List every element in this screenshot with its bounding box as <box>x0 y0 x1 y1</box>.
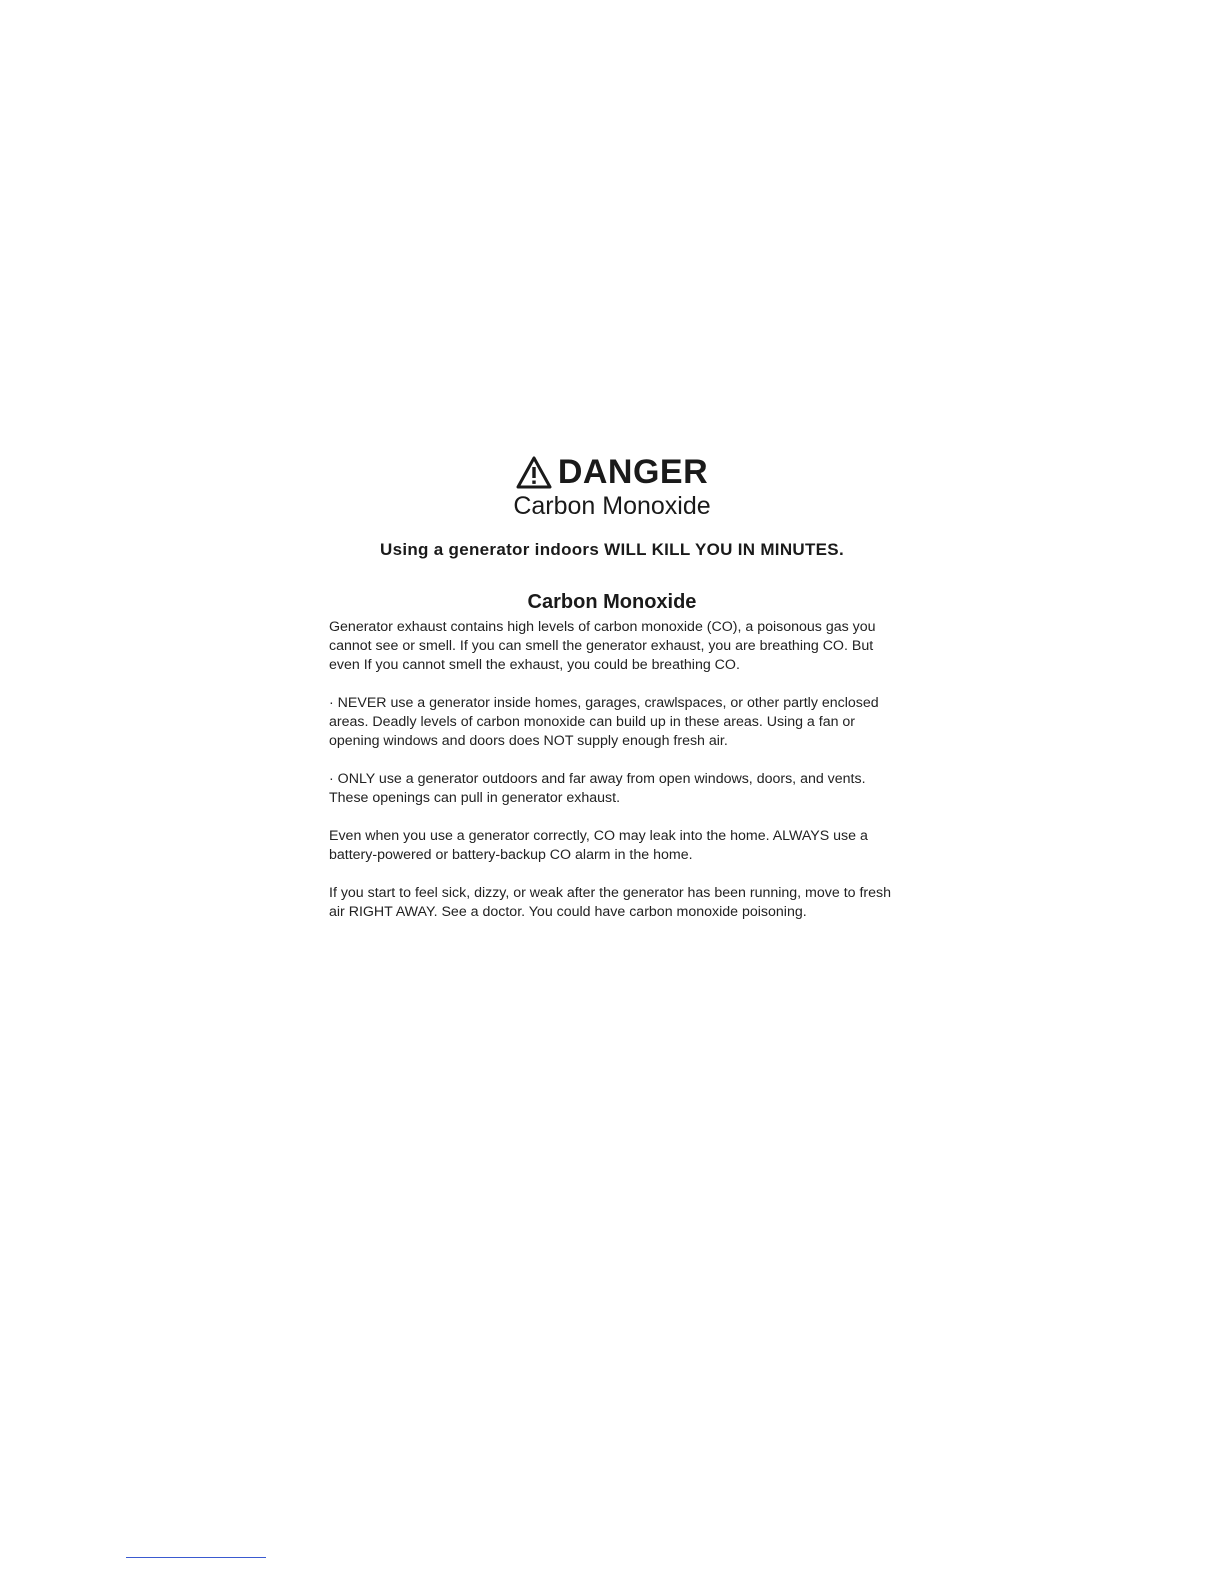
danger-header <box>0 452 1224 494</box>
paragraph: Even when you use a generator correctly, CO may leak into the home. ALWAYS use a battery-powered or battery-backup CO alarm in the home. <box>329 828 868 863</box>
warning-triangle-icon <box>516 456 552 489</box>
danger-label-row <box>516 452 708 492</box>
paragraph: If you start to feel sick, dizzy, or weak after the generator has been running, move to fresh air RIGHT AWAY. See a doctor. You could have carbon monoxide poisoning. <box>329 885 892 920</box>
footnote-divider <box>126 1557 266 1558</box>
warning-headline: Using a generator indoors WILL KILL YOU IN MINUTES. <box>380 540 844 559</box>
danger-word: DANGER <box>557 453 709 491</box>
bullet-paragraph: · NEVER use a generator inside homes, garages, crawlspaces, or other partly enclosed areas. Deadly levels of carbon monoxide can build up in these areas. Using a fan or opening windows and doors does NOT supply enough fresh air. <box>329 695 879 749</box>
paragraph: Generator exhaust contains high levels of carbon monoxide (CO), a poisonous gas you cannot see or smell. If you can smell the generator exhaust, you are breathing CO. But even If you cannot smell the exhaust, you could be breathing CO. <box>329 619 876 673</box>
danger-subtitle: Carbon Monoxide <box>513 492 711 520</box>
section-body <box>329 618 901 941</box>
section-title: Carbon Monoxide <box>527 591 697 613</box>
bullet-paragraph: · ONLY use a generator outdoors and far away from open windows, doors, and vents. These openings can pull in generator exhaust. <box>329 771 866 806</box>
